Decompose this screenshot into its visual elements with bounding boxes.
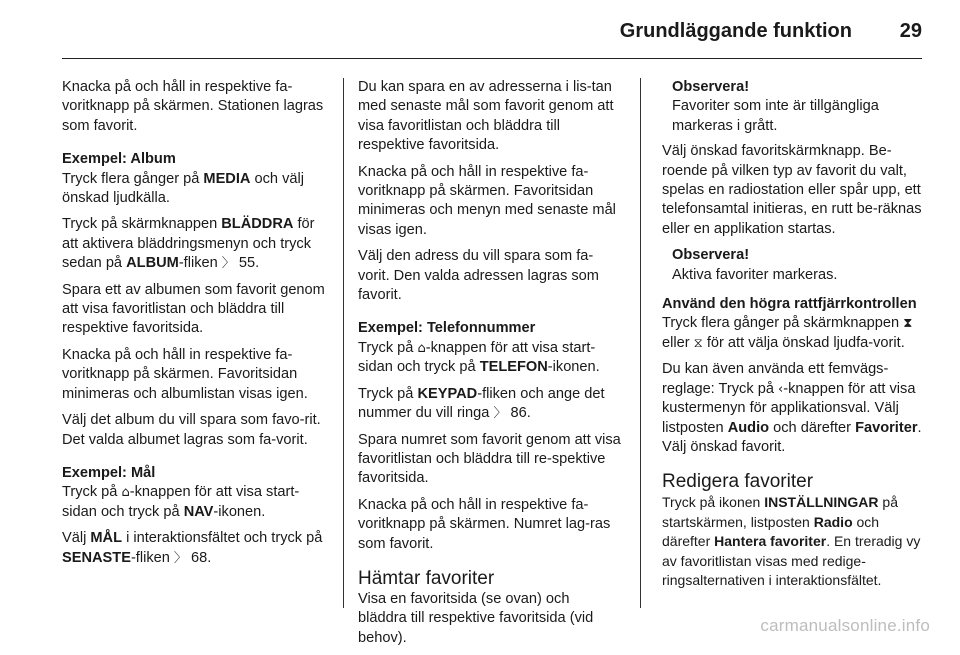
back-chevron-icon: ‹ (778, 381, 784, 397)
note-text: Aktiva favoriter markeras. (672, 266, 838, 283)
prev-favorite-icon: ⧗ (903, 316, 913, 332)
page-header (62, 14, 922, 59)
column-1 (62, 78, 330, 575)
paragraph: Tryck på skärmknappen BLÄDDRA för att aktivera bläddringsmenyn och tryck sedan på ALBUM-fliken 〉 55. (62, 216, 315, 272)
paragraph: Välj MÅL i interaktionsfältet och tryck på SENASTE-fliken 〉 68. (62, 530, 323, 566)
paragraph: Tryck flera gånger på skärmknappen ⧗ eller ⧖ för att välja önskad ljudfa-vorit. (662, 315, 913, 351)
column-2 (358, 78, 622, 655)
paragraph: Tryck på KEYPAD-fliken och ange det nummer du vill ringa 〉 86. (358, 385, 605, 422)
subheading-mal: Exempel: Mål (62, 464, 156, 481)
section-heading-hamtar: Hämtar favoriter (358, 567, 495, 589)
ref-arrow-icon: 〉 (493, 406, 507, 422)
page-number: 29 (899, 20, 922, 42)
note-box (662, 246, 926, 285)
note-title: Observera! (672, 79, 750, 95)
next-favorite-icon: ⧖ (693, 335, 703, 351)
subheading-telefonnummer: Exempel: Telefonnummer (358, 320, 536, 337)
ref-arrow-icon: 〉 (221, 256, 235, 272)
paragraph: Knacka på och håll in respektive fa-voritknapp på skärmen. Favoritsidan minimeras och albumlistan visas igen. (62, 346, 308, 402)
paragraph: Välj det album du vill spara som favo-rit. Det valda albumet lagras som fa-vorit. (62, 412, 321, 448)
note-text: Favoriter som inte är tillgängliga markeras i grått. (672, 98, 879, 134)
paragraph: Tryck på ⌂-knappen för att visa start-sidan och tryck på NAV-ikonen. (62, 484, 300, 520)
column-3 (662, 78, 926, 597)
note-title: Observera! (672, 247, 750, 264)
paragraph: Välj önskad favoritskärmknapp. Be-roende på vilken typ av favorit du valt, spelas en radiostation eller spår upp, ett telefonsamtal initieras, en rutt be-räknas eller en applikation startas. (662, 143, 922, 237)
ref-arrow-icon: 〉 (173, 550, 187, 566)
paragraph: Visa en favoritsida (se ovan) och bläddra till respektive favoritsida (vid behov). (358, 590, 594, 646)
note-box (662, 78, 926, 136)
paragraph: Spara numret som favorit genom att visa favoritlistan och bläddra till re-spektive favoritsida. (358, 431, 621, 487)
page-title: Grundläggande funktion (619, 20, 852, 42)
paragraph: Tryck flera gånger på MEDIA och välj önskad ljudkälla. (62, 170, 304, 207)
column-divider-2 (640, 78, 641, 608)
paragraph: Knacka på och håll in respektive fa-voritknapp på skärmen. Stationen lagras som favorit. (62, 79, 324, 134)
home-icon: ⌂ (121, 485, 130, 501)
watermark: carmanualsonline.info (760, 616, 930, 635)
paragraph: Välj den adress du vill spara som fa-vorit. Den valda adressen lagras som favorit. (358, 248, 599, 304)
subheading-ratt: Använd den högra rattfjärrkontrollen (662, 296, 917, 313)
home-icon: ⌂ (417, 340, 426, 356)
paragraph: Knacka på och håll in respektive fa-voritknapp på skärmen. Numret lag-ras som favorit. (358, 496, 611, 552)
paragraph: Spara ett av albumen som favorit genom att visa favoritlistan och bläddra till respektive favoritsida. (62, 281, 325, 337)
paragraph: Tryck på ⌂-knappen för att visa start-sidan och tryck på TELEFON-ikonen. (358, 339, 600, 376)
paragraph: Du kan spara en av adresserna i lis-tan med senaste mål som favorit genom att visa favoritlistan och bläddra till respektive favoritsida. (358, 79, 614, 154)
section-heading-redigera: Redigera favoriter (662, 471, 814, 493)
column-divider-1 (343, 78, 344, 608)
paragraph: Knacka på och håll in respektive fa-voritknapp på skärmen. Favoritsidan minimeras och menyn med senaste mål visas igen. (358, 163, 616, 238)
subheading-album: Exempel: Album (62, 151, 176, 168)
paragraph: Du kan även använda ett femvägs-reglage: Tryck på ‹-knappen för att visa kustermenyn för applikationsval. Välj listposten Audio och därefter Favoriter. Välj önskad favorit. (662, 361, 922, 455)
paragraph: Tryck på ikonen INSTÄLLNINGAR på startskärmen, listposten Radio och därefter Hantera favoriter. En treradig vy av favoritlistan visas med redige-ringsalternativen i interaktionsfältet. (662, 494, 921, 588)
